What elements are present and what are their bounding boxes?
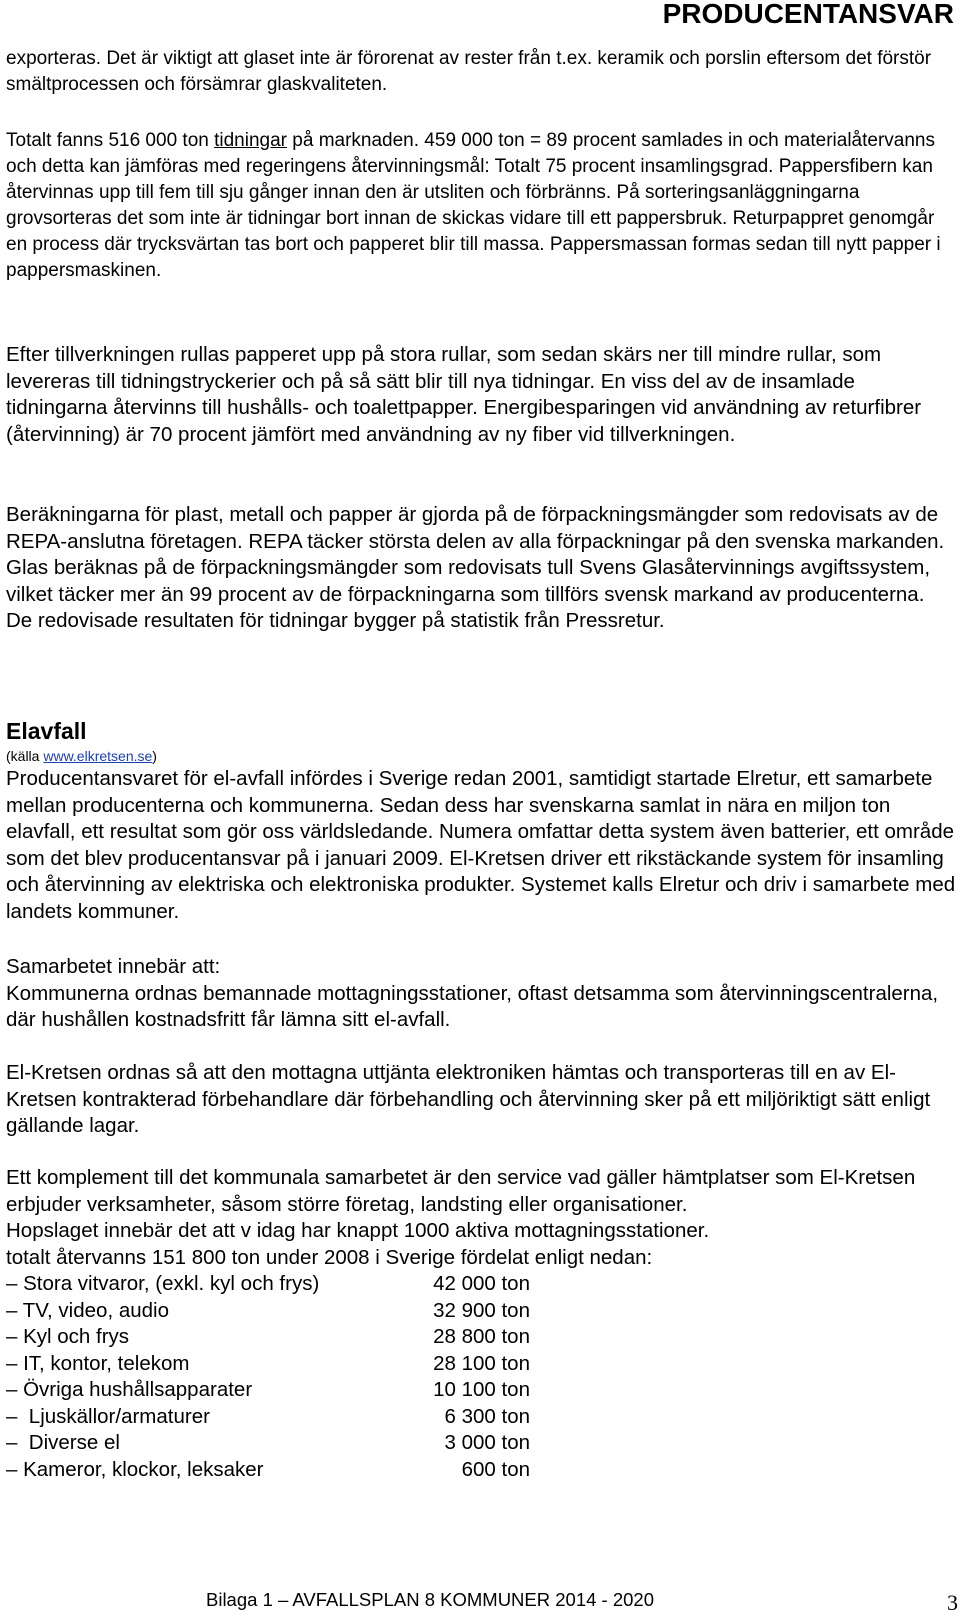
source-suffix: ) [152, 748, 157, 764]
breakdown-amount: 28 800 ton [433, 1325, 530, 1348]
breakdown-amount: 32 900 ton [433, 1298, 530, 1322]
list-item [6, 1430, 546, 1457]
breakdown-category: – Stora vitvaror, (exkl. kyl och frys) [6, 1272, 320, 1295]
complement-line-1: Ett komplement till det kommunala samarbetet är den service vad gäller hämtplatser som El-Kretsen erbjuder verksamheter, såsom större företag, landsting eller organisationer. [6, 1166, 916, 1216]
source-prefix: (källa [6, 748, 44, 764]
list-item [6, 1324, 546, 1351]
cooperation-title: Samarbetet innebär att: [6, 955, 221, 978]
paragraph-glass-end: exporteras. Det är viktigt att glaset inte är förorenat av rester från t.ex. keramik och porslin eftersom det förstör smältprocessen och försämrar glaskvaliteten. [6, 48, 932, 95]
paragraph-elkretsen: El-Kretsen ordnas så att den mottagna uttjänta elektroniken hämtas och transporteras till en av El-Kretsen kontrakterad förbehandlare där förbehandling och återvinning sker på ett miljöriktigt sätt enligt gällande lagar. [6, 1061, 931, 1137]
list-item [6, 1404, 546, 1431]
breakdown-amount: 28 100 ton [433, 1351, 530, 1375]
complement-line-2: Hopslaget innebär det att v idag har knappt 1000 aktiva mottagningsstationer. [6, 1219, 710, 1242]
paragraph-manufacturing: Efter tillverkningen rullas papperet upp på stora rullar, som sedan skärs ner till mindre rullar, som levereras till tidningstryckerier och på så sätt blir till nya tidningar. En viss del av de insamlade tidningarna återvinns till hushålls- och toalettpapper. Energibesparingen vid användning av returfibrer (återvinning) är 70 procent jämfört med användning av ny fiber vid tillverkningen. [6, 343, 922, 446]
section-heading-elavfall: Elavfall [6, 718, 87, 744]
list-item [6, 1377, 546, 1404]
breakdown-amount: 42 000 ton [433, 1272, 530, 1295]
cooperation-text: Kommunerna ordnas bemannade mottagningsstationer, oftast detsamma som återvinningscentralerna, där hushållen kostnadsfritt får lämna sitt el-avfall. [6, 981, 939, 1031]
recycling-breakdown-list [6, 1271, 546, 1483]
paragraph-elavfall-intro: Producentansvaret för el-avfall infördes i Sverige redan 2001, samtidigt startade Elretur, ett samarbete mellan producenterna och kommunerna. Sedan dess har svenskarna samlat in nära en miljon ton elavfall, ett resultat som gör oss världsledande. Numera omfattar detta system även batterier, ett område som det blev producentansvar på i januari 2009. El-Kretsen driver ett rikstäckande system för insamling och återvinning av elektriska och elektroniska produkter. Systemet kalls Elretur och driv i samarbete med landets kommuner. [6, 767, 956, 923]
paragraph-complement [6, 1165, 956, 1271]
breakdown-amount: 6 300 ton [444, 1404, 530, 1428]
newspapers-text-post: på marknaden. 459 000 ton = 89 procent samlades in och materialåtervanns och detta kan jämföras med regeringens återvinningsmål: Totalt 75 procent insamlingsgrad. Pappersfibern kan återvinnas upp till fem till sju gånger innan den är utsliten och förbränns. På sorteringsanläggningarna grovsorteras det som inte är tidningar bort innan de skickas vidare till ett pappersbruk. Returpappret genomgår en process där trycksvärtan tas bort och papperet blir till massa. Pappersmassan formas sedan till nytt papper i pappersmaskinen. [6, 130, 941, 281]
newspapers-underlined-word: tidningar [214, 130, 287, 151]
breakdown-category: – IT, kontor, telekom [6, 1351, 190, 1375]
list-item [6, 1298, 546, 1325]
source-reference [6, 748, 157, 764]
breakdown-category: – Kyl och frys [6, 1325, 130, 1348]
breakdown-category: – TV, video, audio [6, 1298, 169, 1322]
paragraph-cooperation [6, 954, 956, 1034]
list-item [6, 1457, 546, 1484]
breakdown-category: – Kameror, klockor, leksaker [6, 1457, 264, 1481]
paragraph-newspapers [6, 128, 956, 284]
list-item [6, 1271, 546, 1298]
breakdown-amount: 10 100 ton [433, 1378, 530, 1401]
breakdown-amount: 600 ton [461, 1457, 530, 1481]
elkretsen-link[interactable]: www.elkretsen.se [43, 748, 153, 764]
list-item [6, 1351, 546, 1378]
paragraph-calculations: Beräkningarna för plast, metall och papper är gjorda på de förpackningsmängder som redovisats av de REPA-anslutna företagen. REPA täcker största delen av alla förpackningar på den svenska markanden. Glas beräknas på de förpackningsmängder som redovisats tull Svens Glasåtervinnings avgiftssystem, vilket täcker mer än 99 procent av de förpackningarna som tillförs svensk markand av producenterna. De redovisade resultaten för tidningar bygger på statistik från Pressretur. [6, 503, 945, 632]
breakdown-category: – Diverse el [6, 1431, 120, 1454]
breakdown-amount: 3 000 ton [444, 1431, 530, 1454]
page-footer: Bilaga 1 – AVFALLSPLAN 8 KOMMUNER 2014 - 2020 [206, 1589, 655, 1610]
breakdown-category: – Övriga hushållsapparater [6, 1378, 253, 1401]
page-header-title: PRODUCENTANSVAR [662, 0, 954, 29]
page-number: 3 [947, 1590, 958, 1615]
complement-line-3: totalt återvanns 151 800 ton under 2008 i Sverige fördelat enligt nedan: [6, 1245, 653, 1269]
newspapers-text-pre: Totalt fanns 516 000 ton [6, 130, 215, 151]
breakdown-category: – Ljuskällor/armaturer [6, 1404, 210, 1428]
